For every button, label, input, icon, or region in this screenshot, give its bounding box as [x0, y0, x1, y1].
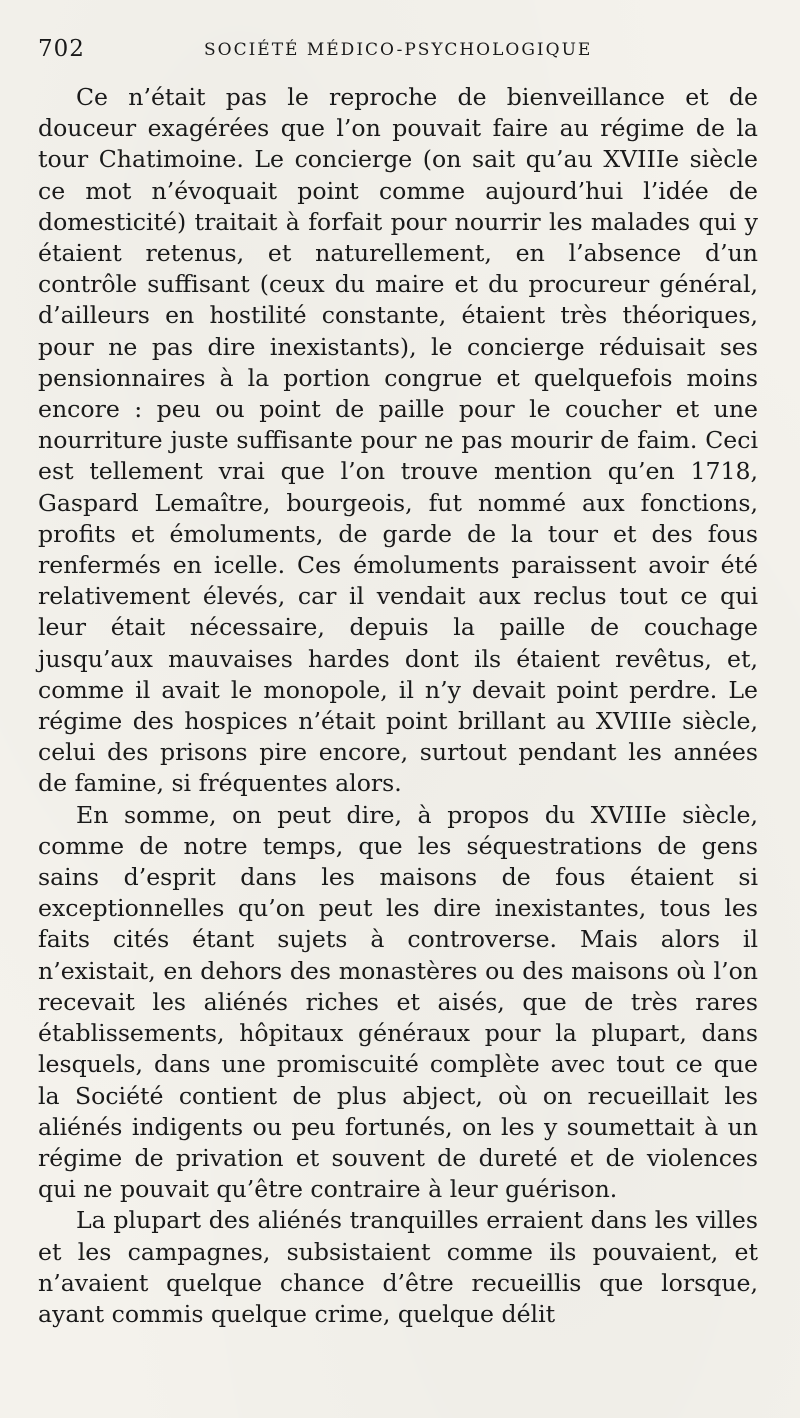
- running-title: SOCIÉTÉ MÉDICO-PSYCHOLOGIQUE: [204, 40, 593, 60]
- page-header: [38, 36, 762, 66]
- paragraph-2: En somme, on peut dire, à propos du XVIIIe siècle, comme de notre temps, que les séquestrations de gens sains d’esprit dans les maisons de fous étaient si exceptionnelles qu’on peut les dire inexistantes, tous les faits cités étant sujets à controverse. Mais alors il n’existait, en dehors des monastères ou des maisons où l’on recevait les aliénés riches et aisés, que de très rares établissements, hôpitaux généraux pour la plupart, dans lesquels, dans une promiscuité complète avec tout ce que la Société contient de plus abject, où on recueillait les aliénés indigents ou peu fortunés, on les y soumettait à un régime de privation et souvent de dureté et de violences qui ne pouvait qu’être contraire à leur guérison.: [38, 800, 758, 1204]
- paragraph-3: La plupart des aliénés tranquilles erraient dans les villes et les campagnes, subsistaient comme ils pouvaient, et n’avaient quelque chance d’être recueillis que lorsque, ayant commis quelque crime, quelque délit: [38, 1206, 758, 1328]
- page-number: 702: [38, 36, 85, 62]
- paragraph-1: Ce n’était pas le reproche de bienveillance et de douceur exagérées que l’on pouvait faire au régime de la tour Chatimoine. Le concierge (on sait qu’au XVIIIe siècle ce mot n’évoquait point comme aujourd’hui l’idée de domesticité) traitait à forfait pour nourrir les malades qui y étaient retenus, et naturellement, en l’absence d’un contrôle suffisant (ceux du maire et du procureur général, d’ailleurs en hostilité constante, étaient très théoriques, pour ne pas dire inexistants), le concierge réduisait ses pensionnaires à la portion congrue et quelquefois moins encore : peu ou point de paille pour le coucher et une nourriture juste suffisante pour ne pas mourir de faim. Ceci est tellement vrai que l’on trouve mention qu’en 1718, Gaspard Lemaître, bourgeois, fut nommé aux fonctions, profits et émoluments, de garde de la tour et des fous renfermés en icelle. Ces émoluments paraissent avoir été relativement élevés, car il vendait aux reclus tout ce qui leur était nécessaire, depuis la paille de couchage jusqu’aux mauvaises hardes dont ils étaient revêtus, et, comme il avait le monopole, il n’y devait point perdre. Le régime des hospices n’était point brillant au XVIIIe siècle, celui des prisons pire encore, surtout pendant les années de famine, si fréquentes alors.: [38, 83, 758, 798]
- body-text: [38, 82, 758, 1330]
